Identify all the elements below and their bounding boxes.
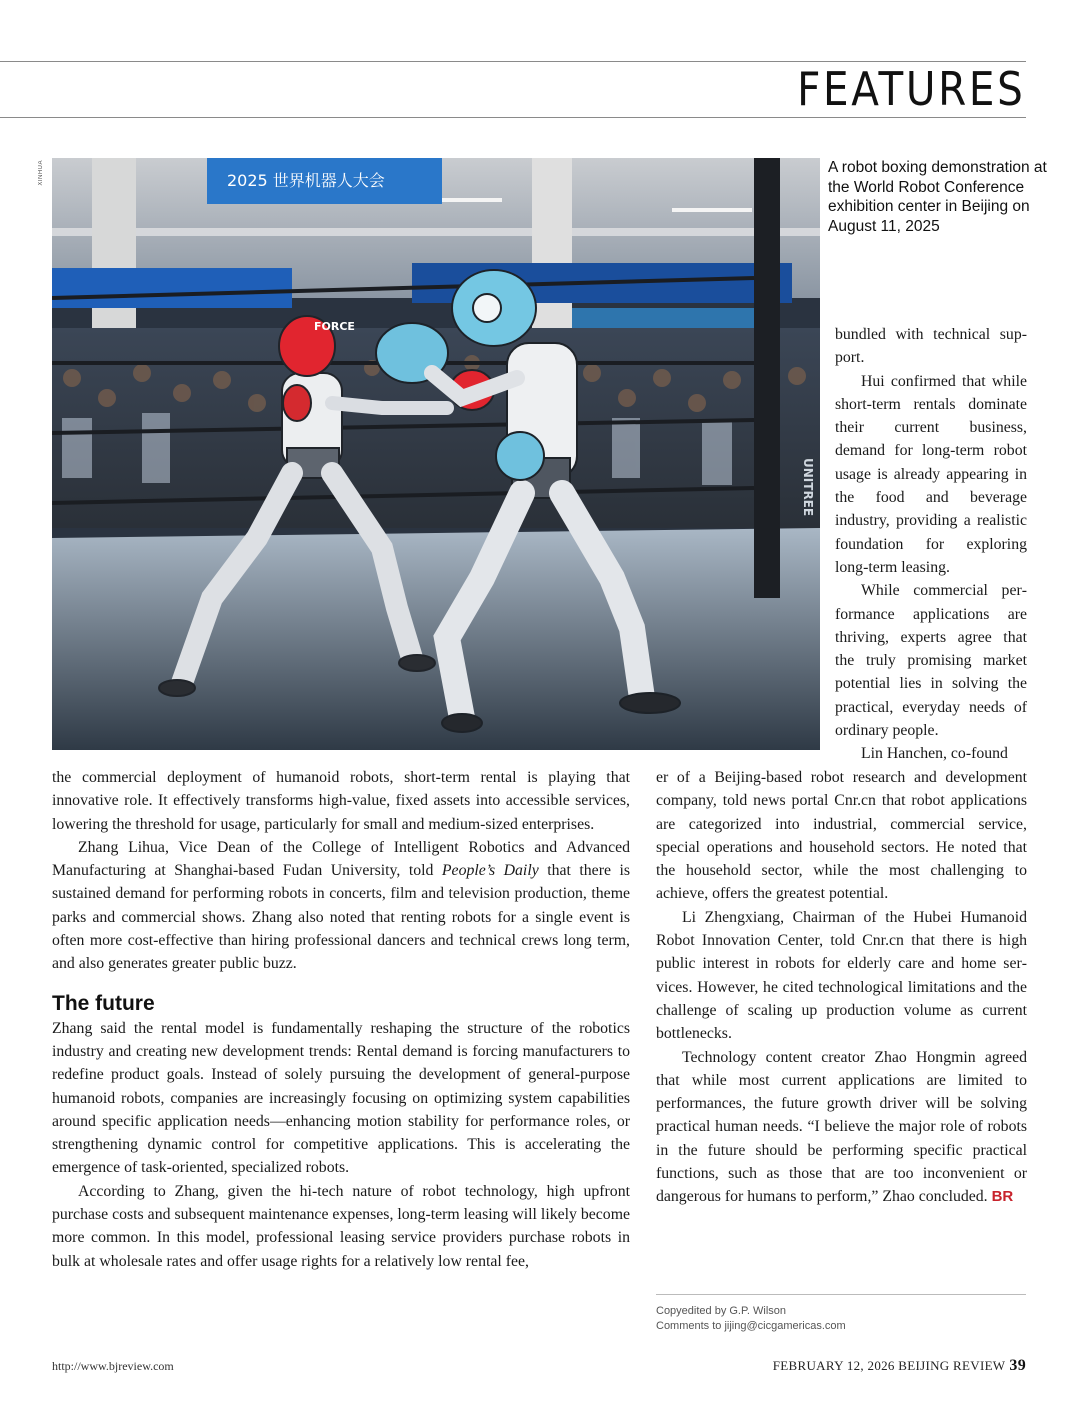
paragraph: Li Zhengxiang, Chairman of the Hubei Humanoid Robot Innovation Center, told Cnr.cn that there is high public interest in robots for elderly care and home services. However, he cited technological limitations and the challenge of scaling up production volume as current bottlenecks.: [656, 908, 1027, 1043]
paragraph: Zhang said the rental model is fundamentally reshaping the structure of the robotics industry and creating new development trends: Rental demand is forcing manufacturers to redefine product goals. Instead of solely pursuing the development of general-purpose humanoid robots, companies are increasingly focusing on optimizing system capabilities around specific application needs—enhancing motion stability for performance roles, or strengthening dynamic control for competitive applications. This is accelerating the emergence of task-oriented, specialized robots.: [52, 1019, 630, 1177]
issue-info: FEBRUARY 12, 2026 BEIJING REVIEW: [772, 1358, 1006, 1373]
credits-block: [656, 1304, 1026, 1334]
robot-boxing-photo: [52, 158, 820, 750]
copyedit-credit: Copyedited by G.P. Wilson: [656, 1305, 787, 1317]
footer-url[interactable]: http://www.bjreview.com: [52, 1359, 174, 1373]
section-subhead: The future: [52, 991, 155, 1015]
left-column: [52, 766, 630, 1273]
right-top-column: [835, 323, 1027, 766]
paragraph: Lin Hanchen, co-found: [861, 745, 1008, 763]
photo-caption: A robot boxing demonstration at the World Robot Conference exhibition center in Beijing on August 11, 2025: [828, 159, 1047, 235]
photo-credit: XINHUA: [38, 160, 44, 186]
end-mark: BR: [991, 1188, 1014, 1206]
comments-contact: Comments to jijing@cicgamericas.com: [656, 1320, 846, 1332]
paragraph: Hui confirmed that while short-term rentals dominate their current business, demand for long-term robot usage is already appearing in the food and beverage industry, providing a realistic foundation for exploring long-term leasing.: [835, 372, 1027, 576]
ring-brand-text: UNITREE: [801, 458, 815, 517]
paragraph: the commercial deployment of humanoid robots, short-term rental is playing that innovative role. It effectively transforms high-value, fixed assets into accessible services, lowering the threshold for usage, particularly for small and medium-sized enterprises.: [52, 769, 630, 833]
paragraph: While commercial performance applications are thriving, experts agree that the truly promising market potential lies in solving the practical, everyday needs of ordinary people.: [835, 582, 1027, 740]
credits-rule: [656, 1294, 1026, 1295]
paragraph: According to Zhang, given the hi-tech nature of robot technology, high upfront purchase costs and subsequent maintenance expenses, long-term leasing will likely become more common. In this model, professional leasing service providers purchase robots in bulk at wholesale rates and offer usage rights for a relatively low rental fee,: [52, 1182, 630, 1270]
paragraph: er of a Beijing-based robot research and development company, told news portal Cnr.cn that robot applications are categorized into industrial, commercial service, special operations and household sectors. He noted that the household sector, while the most challenging to achieve, offers the greatest potential.: [656, 769, 1027, 903]
page-number: 39: [1009, 1357, 1026, 1374]
section-title: FEATURES: [796, 62, 1025, 116]
paragraph-closing: [656, 1046, 1027, 1209]
glove-text: FORCE: [314, 320, 355, 333]
section-rule: [0, 117, 1026, 118]
banner-text: 2025 世界机器人大会: [227, 171, 385, 190]
paragraph-text: Technology content creator Zhao Hongmin agreed that while most current applications are limited to performances, the future growth driver will be solving practical human needs. “I believe the major role of robots in the future should be performing specific practical functions, such as those that are too inconvenient or dangerous for humans to perform,” Zhao concluded.: [656, 1048, 1027, 1206]
paragraph: bundled with technical support.: [835, 326, 1027, 367]
publication-name: People’s Daily: [441, 862, 539, 880]
paragraph: Zhang Lihua, Vice Dean of the College of Intelligent Robotics and Advanced Manufacturing at Shanghai-based Fudan University, told People’s Daily that there is sustained demand for performing robots in concerts, film and television production, theme parks and commercial shows. Zhang also noted that renting robots for a single event is often more cost-effective than hiring professional dancers and technical crews long term, and also generates greater public buzz.: [52, 838, 630, 973]
footer-issue: [773, 1357, 1026, 1375]
right-column: [656, 766, 1027, 1209]
